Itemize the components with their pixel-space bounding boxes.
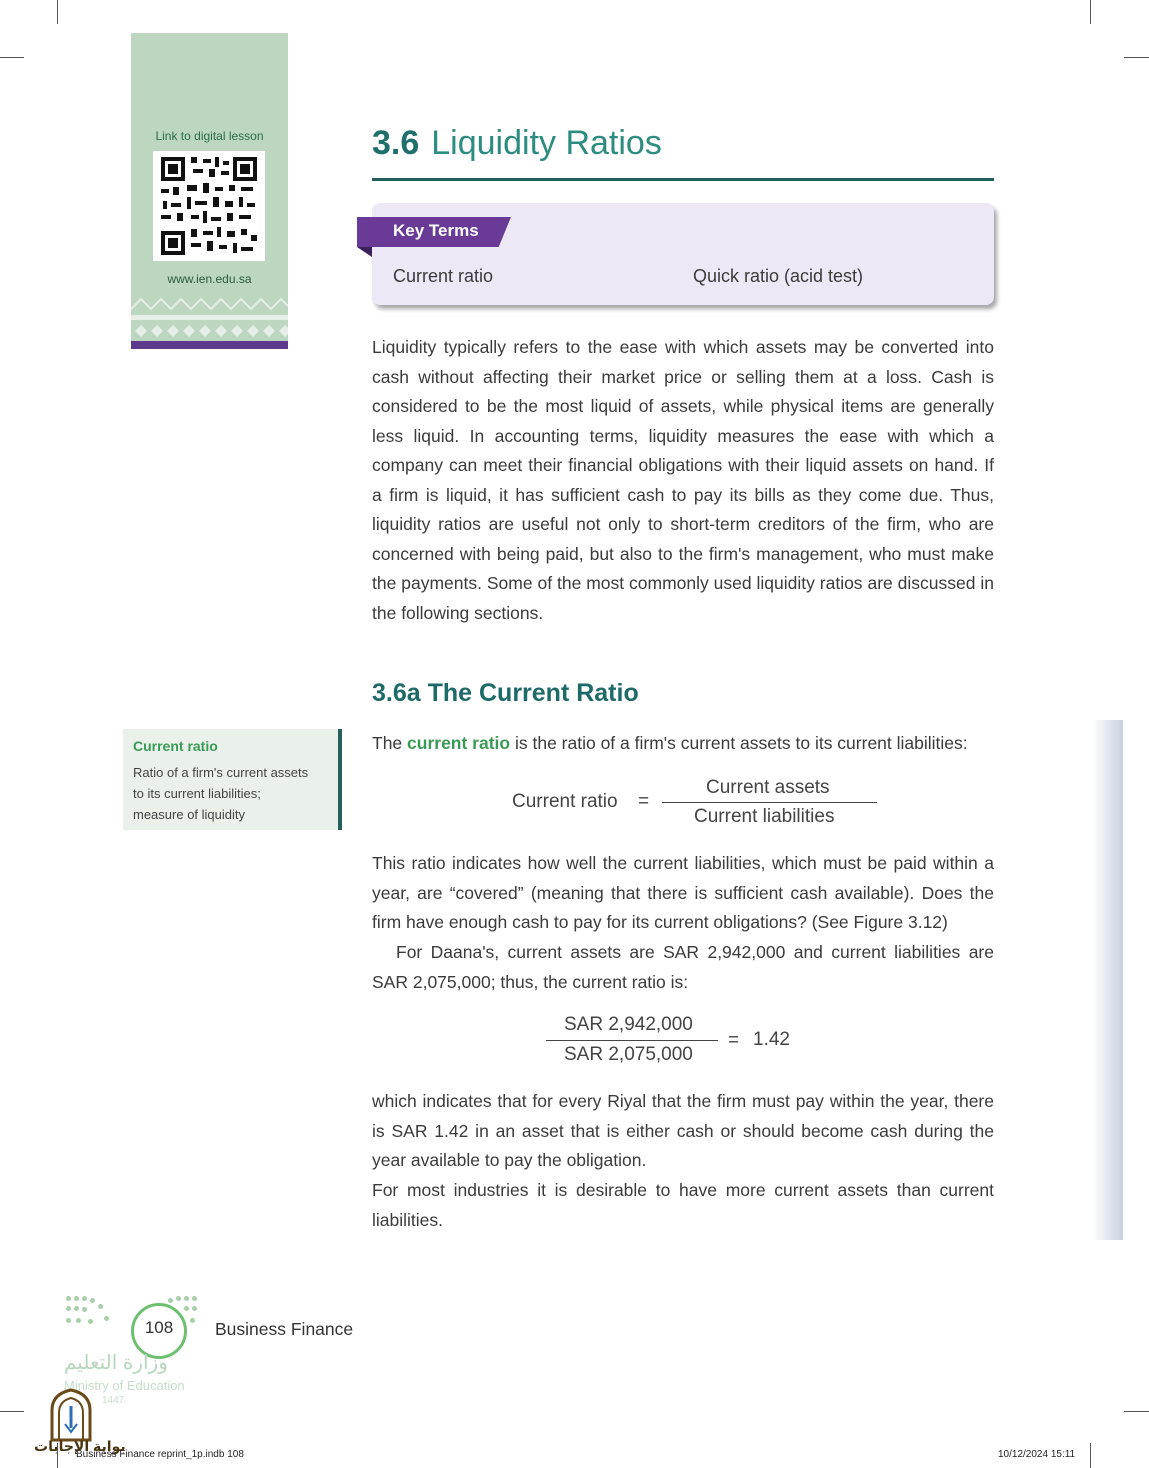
decorative-dot — [76, 1318, 81, 1323]
decorative-dot — [74, 1296, 79, 1301]
decorative-dot — [66, 1296, 71, 1301]
decorative-dot — [82, 1296, 87, 1301]
qr-code-icon — [153, 151, 265, 261]
key-term-current-ratio[interactable]: Current ratio — [393, 266, 494, 286]
print-slug-file: Business Finance reprint_1p.indb 108 — [76, 1449, 244, 1460]
ministry-arabic-logo-text: وزارة التعليم — [64, 1352, 168, 1374]
definition-line: to its current liabilities; — [133, 786, 261, 801]
fraction-bar — [546, 1040, 718, 1041]
book-title: Business Finance — [215, 1319, 354, 1339]
lead-before: The — [372, 733, 408, 753]
formula-numerator: Current assets — [706, 777, 830, 798]
watermark-emblem-icon — [48, 1388, 94, 1442]
definition-line: Ratio of a firm's current assets — [133, 765, 309, 780]
current-ratio-lead — [372, 729, 994, 759]
decorative-dot — [74, 1306, 79, 1311]
formula2-result: 1.42 — [753, 1029, 790, 1050]
card-accent-bar — [131, 341, 288, 349]
decorative-dot — [192, 1306, 197, 1311]
ministry-year: 1447 — [102, 1395, 125, 1406]
decorative-pattern — [131, 295, 288, 341]
decorative-dot — [168, 1298, 173, 1303]
qr-code[interactable] — [153, 151, 265, 261]
print-slug-date: 10/12/2024 15:11 — [998, 1449, 1076, 1460]
paragraph-coverage: This ratio indicates how well the current liabilities, which must be paid within a year, are “covered” (meaning that there is sufficient cash available). Does the firm have enough cash to pay for its current obligations? (See Figure 3.12) — [372, 853, 994, 932]
key-terms-tab-fold — [357, 247, 372, 257]
lead-after: is the ratio of a firm's current assets to its current liabilities: — [510, 733, 968, 753]
key-terms-label: Key Terms — [393, 221, 479, 240]
formula2-equals: = — [728, 1030, 740, 1051]
current-ratio-term[interactable]: current ratio — [407, 733, 511, 753]
decorative-dot — [88, 1319, 93, 1324]
decorative-dot — [82, 1307, 87, 1312]
definition-line: measure of liquidity — [133, 807, 245, 822]
crop-mark — [57, 0, 58, 24]
crop-mark — [1090, 1443, 1091, 1468]
watermark-text: بوابة الإجابات — [34, 1438, 126, 1454]
definition-accent-bar — [338, 729, 342, 830]
section-number: 3.6 — [372, 124, 420, 162]
decorative-dot — [190, 1318, 195, 1323]
digital-lesson-card[interactable] — [131, 33, 288, 349]
formula-lhs: Current ratio — [512, 791, 618, 812]
decorative-dot — [66, 1306, 71, 1311]
crop-mark — [1124, 57, 1149, 58]
decorative-dot — [98, 1304, 103, 1309]
paragraph-daanas: For Daana's, current assets are SAR 2,942,000 and current liabilities are SAR 2,075,000; thus, the current ratio is: — [372, 942, 994, 992]
crop-mark — [1124, 1411, 1149, 1412]
decorative-dot — [66, 1318, 71, 1323]
ministry-english-logo-text: Ministry of Education — [64, 1378, 185, 1393]
decorative-dot — [104, 1316, 109, 1321]
decorative-dot — [90, 1298, 95, 1303]
decorative-dot — [176, 1296, 181, 1301]
decorative-dot — [192, 1296, 197, 1301]
section-title-text: Liquidity Ratios — [431, 124, 662, 162]
formula2-numerator: SAR 2,942,000 — [564, 1014, 693, 1035]
digital-lesson-url[interactable]: www.ien.edu.sa — [167, 272, 252, 286]
crop-mark — [1090, 0, 1091, 24]
crop-mark — [0, 57, 24, 58]
paragraph-industries: For most industries it is desirable to have more current assets than current liabilities. — [372, 1180, 994, 1230]
formula-denominator: Current liabilities — [694, 806, 835, 827]
key-term-quick-ratio[interactable]: Quick ratio (acid test) — [693, 266, 864, 286]
definition-title: Current ratio — [133, 738, 218, 754]
page-number: 108 — [144, 1318, 174, 1337]
intro-paragraph: Liquidity typically refers to the ease with which assets may be converted into cash without affecting their market price or selling them at a loss. Cash is considered to be the most liquid of assets, while physical items are generally less liquid. In accounting terms, liquidity measures the ease with which a company can meet their financial obligations with their liquid assets on hand. If a firm is liquid, it has sufficient cash to pay its bills as they come due. Thus, liquidity ratios are useful not only to short-term creditors of the firm, who are concerned with being paid, but also to the firm's management, who must make the payments. Some of the most commonly used liquidity ratios are discussed in the following sections. — [372, 337, 994, 623]
page-edge-shadow — [1092, 720, 1123, 1240]
formula-equals: = — [638, 791, 650, 812]
decorative-dot — [184, 1296, 189, 1301]
section-title — [372, 124, 662, 163]
paragraph-interpretation: which indicates that for every Riyal that the firm must pay within the year, there is SAR 1.42 in an asset that is either cash or should become cash during the year available to pay the obligation. — [372, 1091, 994, 1170]
title-rule — [372, 178, 994, 181]
formula2-denominator: SAR 2,075,000 — [564, 1044, 693, 1065]
subsection-title: 3.6a The Current Ratio — [372, 679, 639, 707]
crop-mark — [0, 1411, 24, 1412]
decorative-dot — [184, 1306, 189, 1311]
digital-lesson-label: Link to digital lesson — [155, 129, 264, 143]
fraction-bar — [662, 802, 877, 803]
